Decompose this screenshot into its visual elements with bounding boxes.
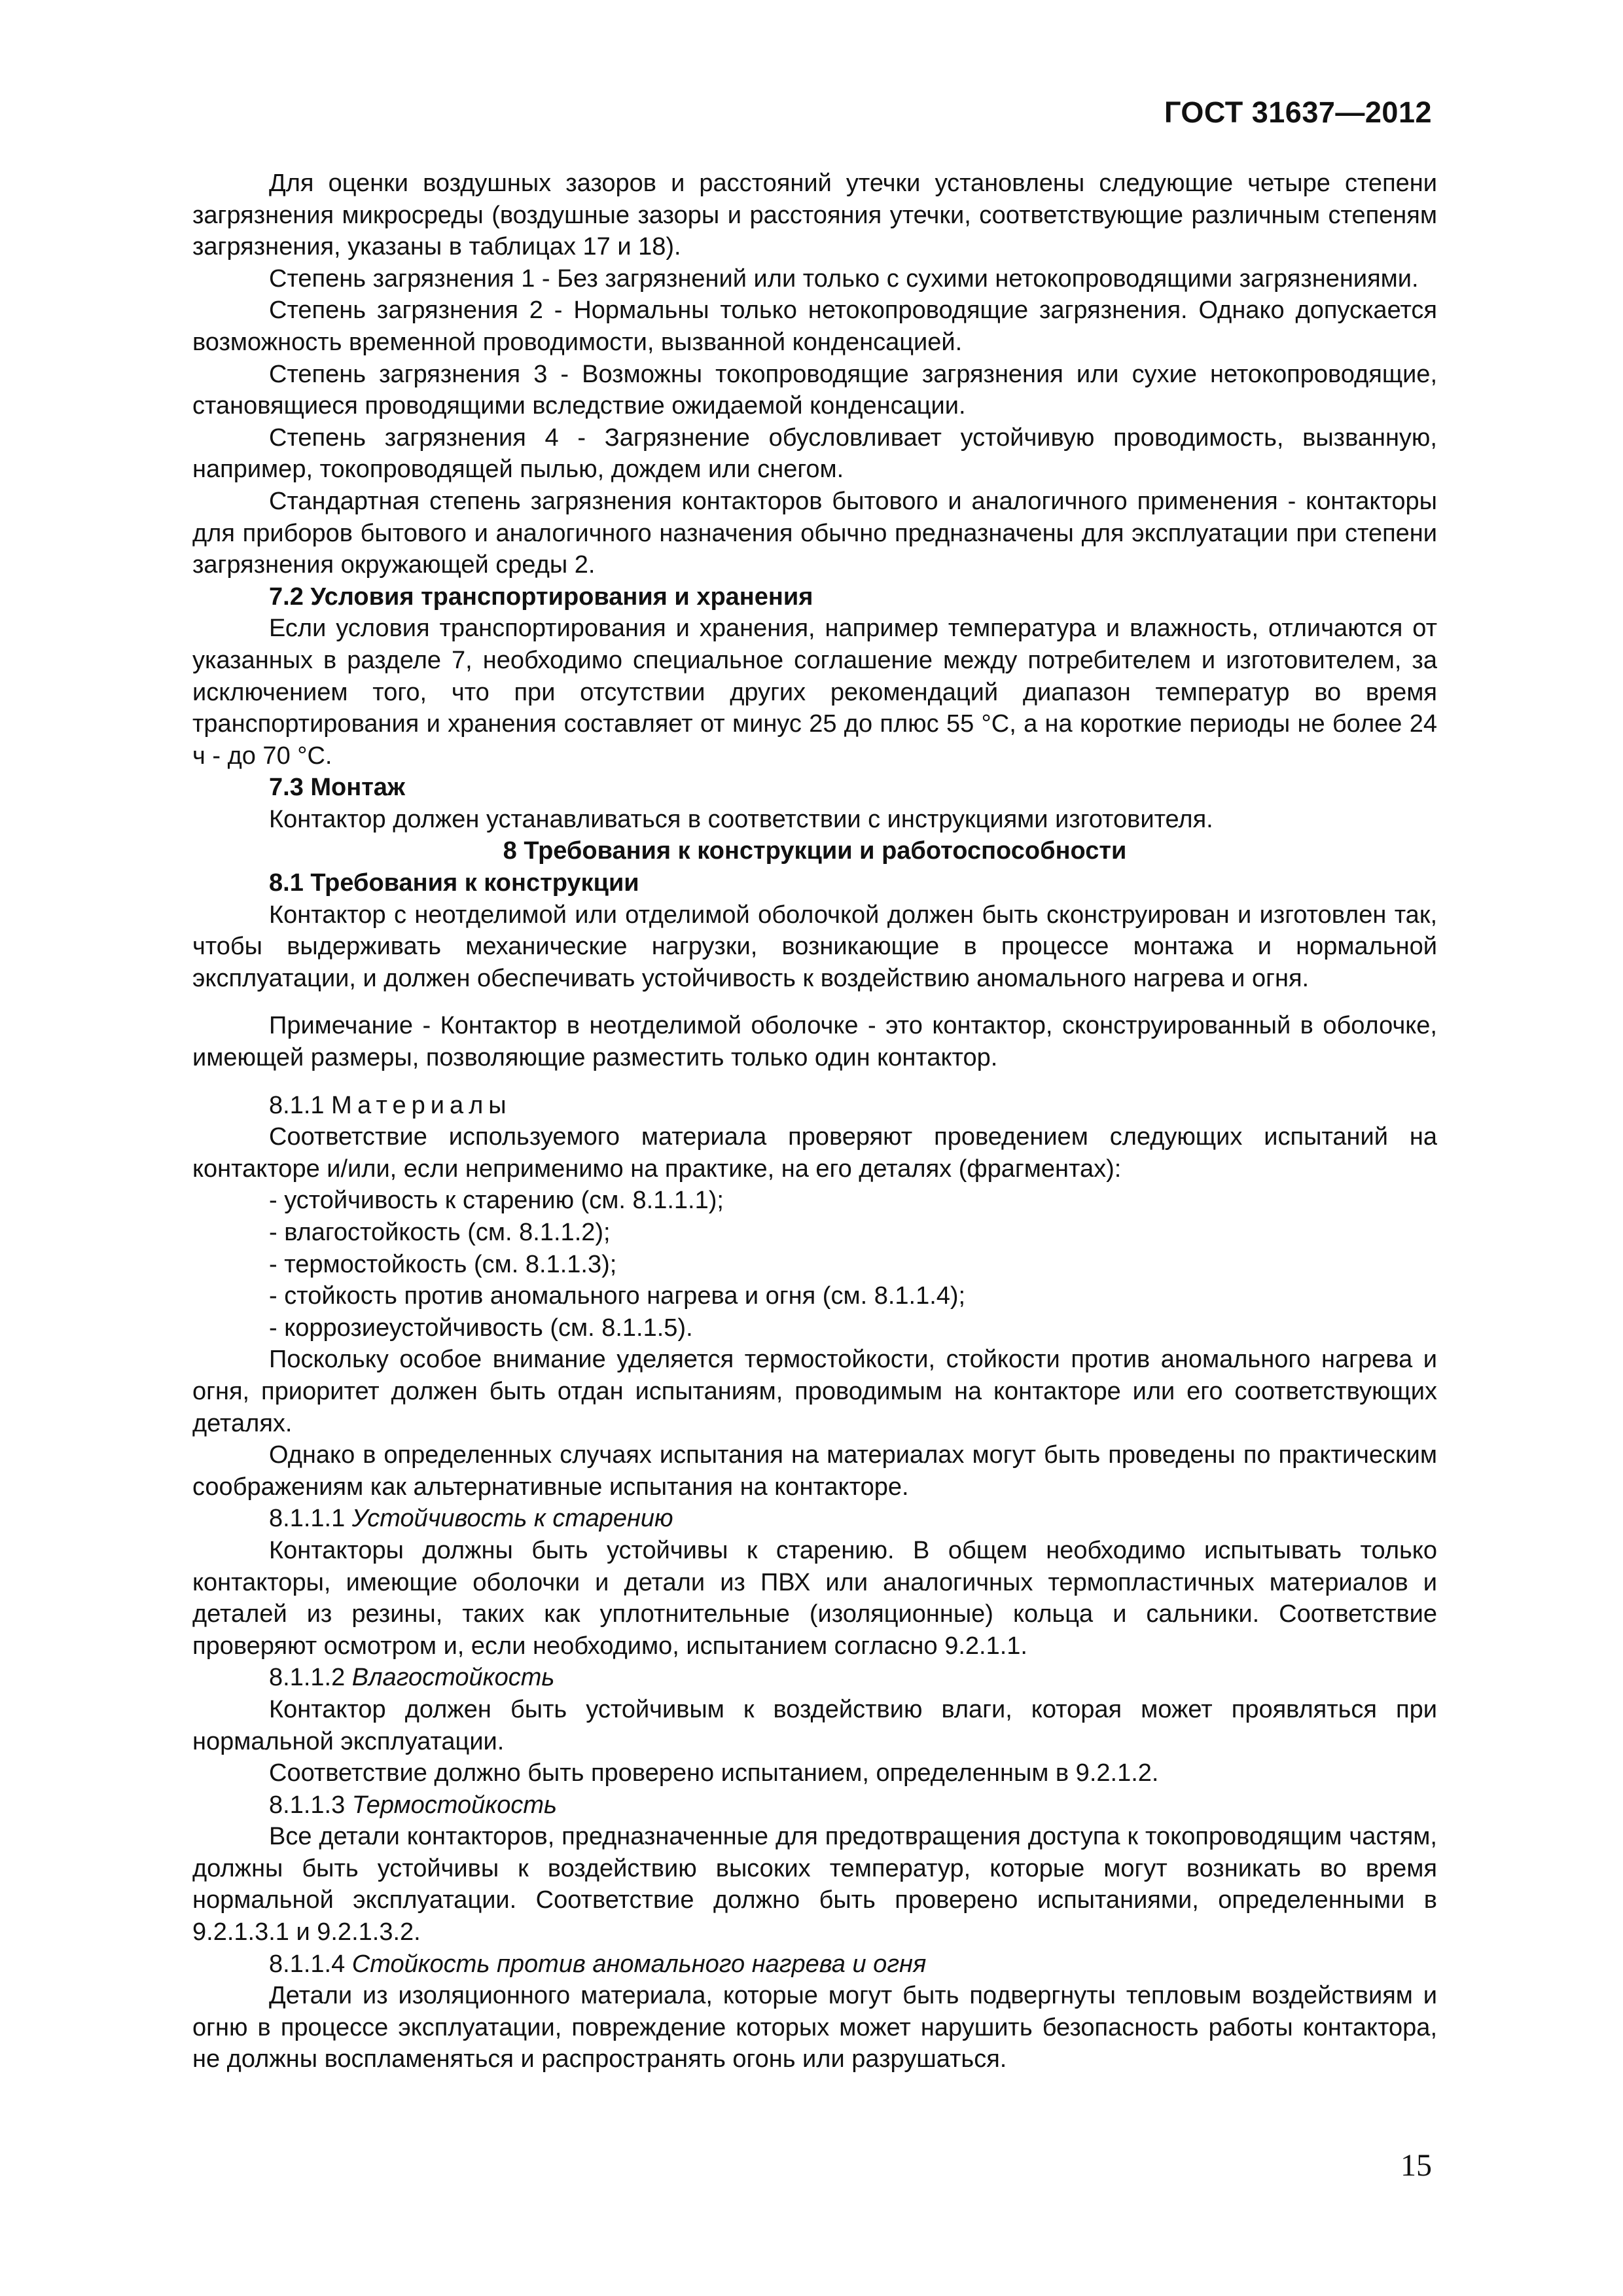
- paragraph: Детали из изоляционного материала, которые могут быть подвергнуты тепловым воздействиям и огню в процессе эксплуатации, повреждение которых может нарушить безопасность работы контактора, не должны воспламеняться и распространять огонь или разрушаться.: [192, 1982, 1437, 2073]
- paragraph: Соответствие должно быть проверено испытанием, определенным в 9.2.1.2.: [269, 1759, 1159, 1787]
- subclause-number: 8.1.1.2: [269, 1664, 346, 1692]
- paragraph: Соответствие используемого материала проверяют проведением следующих испытаний на контакторе и/или, если неприменимо на практике, на его деталях (фрагментах):: [192, 1123, 1437, 1183]
- section-heading: 8.1 Требования к конструкции: [269, 869, 639, 897]
- paragraph: Контактор должен быть устойчивым к воздействию влаги, которая может проявляться при нормальной эксплуатации.: [192, 1695, 1437, 1755]
- paragraph: Степень загрязнения 4 - Загрязнение обусловливает устойчивую проводимость, вызванную, например, токопроводящей пылью, дождем или снегом.: [192, 423, 1437, 484]
- paragraph: Степень загрязнения 1 - Без загрязнений или только с сухими нетокопроводящими загрязнениями.: [269, 264, 1419, 293]
- paragraph: Для оценки воздушных зазоров и расстояний утечки установлены следующие четыре степени загрязнения микросреды (воздушные зазоры и расстояния утечки, соответствующие различным степеням загрязнения, указаны в таблицах 17 и 18).: [192, 170, 1437, 261]
- subclause-title: Термостойкость: [351, 1791, 557, 1819]
- subclause-title: Влагостойкость: [351, 1664, 555, 1692]
- subclause-number: 8.1.1.1: [269, 1505, 346, 1533]
- subclause-number: 8.1.1: [269, 1091, 325, 1119]
- paragraph: Степень загрязнения 3 - Возможны токопроводящие загрязнения или сухие нетокопроводящие, становящиеся проводящими вследствие ожидаемой конденсации.: [192, 360, 1437, 420]
- paragraph: Контактор с неотделимой или отделимой оболочкой должен быть сконструирован и изготовлен так, чтобы выдерживать механические нагрузки, возникающие в процессе монтажа и нормальной эксплуатации, и должен обеспечивать устойчивость к воздействию аномального нагрева и огня.: [192, 901, 1437, 992]
- list-item: - стойкость против аномального нагрева и огня (см. 8.1.1.4);: [269, 1282, 966, 1310]
- list-item: - влагостойкость (см. 8.1.1.2);: [269, 1219, 611, 1246]
- section-heading: 7.3 Монтаж: [269, 774, 405, 802]
- paragraph: Поскольку особое внимание уделяется термостойкости, стойкости против аномального нагрева и огня, приоритет должен быть отдан испытаниям, проводимым на контакторе или его соответствующих деталях.: [192, 1346, 1437, 1437]
- subclause-heading-moisture: [192, 1662, 1437, 1694]
- subclause-title: Стойкость против аномального нагрева и огня: [351, 1950, 927, 1978]
- list-item: - термостойкость (см. 8.1.1.3);: [269, 1250, 617, 1278]
- page-number: 15: [1400, 2148, 1432, 2183]
- subclause-heading-fire: [192, 1948, 1437, 1981]
- subclause-heading-heat: [192, 1789, 1437, 1821]
- subclause-heading-aging: [192, 1503, 1437, 1535]
- document-header: ГОСТ 31637—2012: [1164, 96, 1432, 129]
- subclause-number: 8.1.1.3: [269, 1791, 346, 1819]
- note-paragraph: Примечание - Контактор в неотделимой оболочке - это контактор, сконструированный в оболочке, имеющей размеры, позволяющие разместить только один контактор.: [192, 1012, 1437, 1072]
- paragraph: Контакторы должны быть устойчивы к старению. В общем необходимо испытывать только контакторы, имеющие оболочки и детали из ПВХ или аналогичных термопластичных материалов и деталей из резины, таких как уплотнительные (изоляционные) кольца и сальники. Соответствие проверяют осмотром и, если необходимо, испытанием согласно 9.2.1.1.: [192, 1536, 1437, 1660]
- paragraph: Стандартная степень загрязнения контакторов бытового и аналогичного применения - контакторы для приборов бытового и аналогичного назначения обычно предназначены для эксплуатации при степени загрязнения окружающей среды 2.: [192, 487, 1437, 579]
- subclause-number: 8.1.1.4: [269, 1950, 346, 1978]
- paragraph: Однако в определенных случаях испытания на материалах могут быть проведены по практическим соображениям как альтернативные испытания на контакторе.: [192, 1441, 1437, 1501]
- list-item: - устойчивость к старению (см. 8.1.1.1);: [269, 1187, 724, 1215]
- list-item: - коррозиеустойчивость (см. 8.1.1.5).: [269, 1314, 693, 1342]
- paragraph: Контактор должен устанавливаться в соответствии с инструкциями изготовителя.: [269, 805, 1213, 833]
- document-body: [192, 168, 1437, 2075]
- section-heading: 7.2 Условия транспортирования и хранения: [269, 583, 813, 611]
- subclause-title: Материалы: [331, 1091, 512, 1119]
- paragraph: Степень загрязнения 2 - Нормальны только нетокопроводящие загрязнения. Однако допускается возможность временной проводимости, вызванной конденсацией.: [192, 296, 1437, 356]
- subclause-title: Устойчивость к старению: [351, 1505, 673, 1533]
- paragraph: Все детали контакторов, предназначенные для предотвращения доступа к токопроводящим частям, должны быть устойчивы к воздействию высоких температур, которые могут возникать во время нормальной эксплуатации. Соответствие должно быть проверено испытаниями, определенными в 9.2.1.3.1 и 9.2.1.3.2.: [192, 1823, 1437, 1946]
- paragraph: Если условия транспортирования и хранения, например температура и влажность, отличаются от указанных в разделе 7, необходимо специальное соглашение между потребителем и изготовителем, за исключением того, что при отсутствии других рекомендаций диапазон температур во время транспортирования и хранения составляет от минус 25 до плюс 55 °С, а на короткие периоды не более 24 ч - до 70 °С.: [192, 615, 1437, 770]
- subclause-heading-materials: [192, 1090, 1437, 1122]
- chapter-heading: 8 Требования к конструкции и работоспособности: [503, 837, 1127, 865]
